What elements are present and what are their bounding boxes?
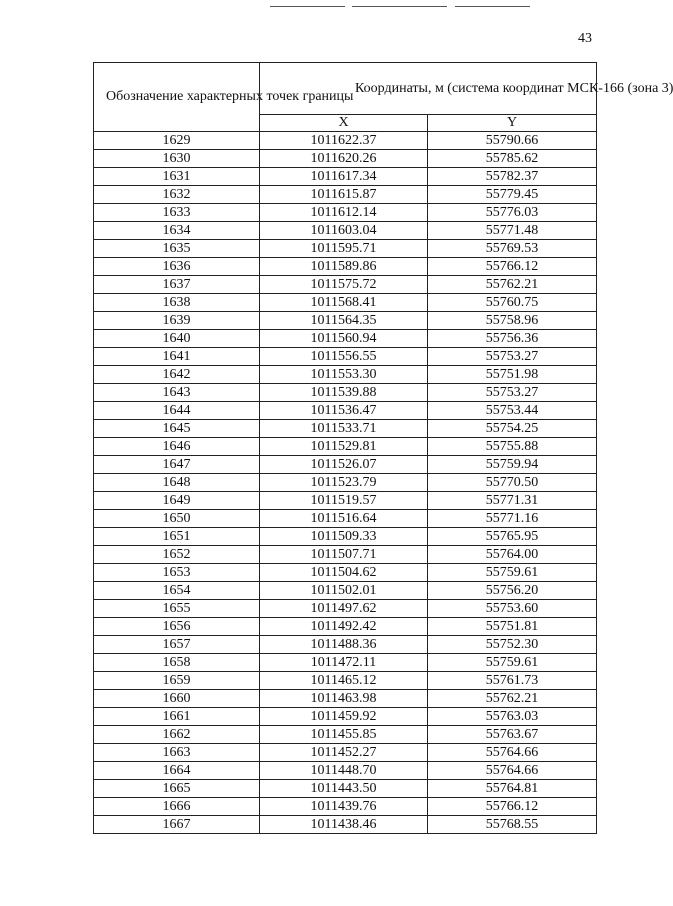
point-id-cell: 1648 (94, 474, 260, 492)
x-cell: 1011595.71 (260, 240, 428, 258)
top-rule-middle (352, 6, 447, 7)
x-cell: 1011553.30 (260, 366, 428, 384)
y-cell: 55782.37 (428, 168, 597, 186)
x-cell: 1011620.26 (260, 150, 428, 168)
y-cell: 55764.66 (428, 762, 597, 780)
y-cell: 55776.03 (428, 204, 597, 222)
x-cell: 1011568.41 (260, 294, 428, 312)
table-row (94, 258, 597, 276)
x-cell: 1011455.85 (260, 726, 428, 744)
x-cell: 1011523.79 (260, 474, 428, 492)
x-cell: 1011507.71 (260, 546, 428, 564)
table-row (94, 618, 597, 636)
point-id-cell: 1655 (94, 600, 260, 618)
y-cell: 55766.12 (428, 798, 597, 816)
point-id-cell: 1638 (94, 294, 260, 312)
y-cell: 55771.31 (428, 492, 597, 510)
point-id-cell: 1660 (94, 690, 260, 708)
y-cell: 55753.27 (428, 384, 597, 402)
point-id-cell: 1631 (94, 168, 260, 186)
x-cell: 1011536.47 (260, 402, 428, 420)
x-cell: 1011516.64 (260, 510, 428, 528)
point-id-cell: 1639 (94, 312, 260, 330)
y-cell: 55771.48 (428, 222, 597, 240)
table-row (94, 312, 597, 330)
x-cell: 1011452.27 (260, 744, 428, 762)
x-cell: 1011472.11 (260, 654, 428, 672)
table-row (94, 150, 597, 168)
table-row (94, 132, 597, 150)
y-cell: 55762.21 (428, 276, 597, 294)
y-cell: 55764.66 (428, 744, 597, 762)
x-cell: 1011443.50 (260, 780, 428, 798)
point-id-cell: 1650 (94, 510, 260, 528)
point-id-cell: 1640 (94, 330, 260, 348)
table-row (94, 582, 597, 600)
point-id-cell: 1653 (94, 564, 260, 582)
point-id-cell: 1666 (94, 798, 260, 816)
x-cell: 1011615.87 (260, 186, 428, 204)
table-row (94, 780, 597, 798)
x-cell: 1011438.46 (260, 816, 428, 834)
y-cell: 55753.44 (428, 402, 597, 420)
table-row (94, 564, 597, 582)
y-cell: 55768.55 (428, 816, 597, 834)
table-row (94, 798, 597, 816)
table-row (94, 276, 597, 294)
x-cell: 1011603.04 (260, 222, 428, 240)
table-row (94, 510, 597, 528)
point-id-cell: 1647 (94, 456, 260, 474)
x-cell: 1011492.42 (260, 618, 428, 636)
point-id-cell: 1665 (94, 780, 260, 798)
x-cell: 1011502.01 (260, 582, 428, 600)
point-id-cell: 1649 (94, 492, 260, 510)
point-id-cell: 1643 (94, 384, 260, 402)
y-cell: 55754.25 (428, 420, 597, 438)
x-header: X (260, 115, 428, 132)
y-cell: 55761.73 (428, 672, 597, 690)
y-cell: 55771.16 (428, 510, 597, 528)
table-row (94, 726, 597, 744)
y-cell: 55756.20 (428, 582, 597, 600)
y-cell: 55766.12 (428, 258, 597, 276)
point-id-cell: 1634 (94, 222, 260, 240)
table-body (94, 132, 597, 834)
point-id-cell: 1656 (94, 618, 260, 636)
x-cell: 1011465.12 (260, 672, 428, 690)
table-row (94, 186, 597, 204)
point-id-cell: 1652 (94, 546, 260, 564)
point-id-cell: 1663 (94, 744, 260, 762)
x-cell: 1011509.33 (260, 528, 428, 546)
y-cell: 55764.81 (428, 780, 597, 798)
y-cell: 55751.98 (428, 366, 597, 384)
x-cell: 1011622.37 (260, 132, 428, 150)
y-cell: 55759.94 (428, 456, 597, 474)
point-id-cell: 1651 (94, 528, 260, 546)
point-id-cell: 1664 (94, 762, 260, 780)
x-cell: 1011539.88 (260, 384, 428, 402)
point-id-cell: 1636 (94, 258, 260, 276)
points-header: Обозначение характерных точек границы (94, 63, 260, 132)
table-row (94, 600, 597, 618)
point-id-cell: 1662 (94, 726, 260, 744)
y-cell: 55770.50 (428, 474, 597, 492)
y-cell: 55763.03 (428, 708, 597, 726)
point-id-cell: 1635 (94, 240, 260, 258)
point-id-cell: 1642 (94, 366, 260, 384)
point-id-cell: 1657 (94, 636, 260, 654)
table-row (94, 366, 597, 384)
table-row (94, 420, 597, 438)
coordinates-table (93, 62, 673, 834)
y-cell: 55753.60 (428, 600, 597, 618)
table-row (94, 762, 597, 780)
table-row (94, 528, 597, 546)
table-row (94, 384, 597, 402)
x-cell: 1011439.76 (260, 798, 428, 816)
x-cell: 1011529.81 (260, 438, 428, 456)
x-cell: 1011617.34 (260, 168, 428, 186)
point-id-cell: 1661 (94, 708, 260, 726)
point-id-cell: 1629 (94, 132, 260, 150)
top-rule-right (455, 6, 530, 7)
table-row (94, 240, 597, 258)
y-cell: 55769.53 (428, 240, 597, 258)
point-id-cell: 1644 (94, 402, 260, 420)
point-id-cell: 1646 (94, 438, 260, 456)
y-cell: 55763.67 (428, 726, 597, 744)
y-cell: 55759.61 (428, 654, 597, 672)
x-cell: 1011560.94 (260, 330, 428, 348)
y-cell: 55758.96 (428, 312, 597, 330)
x-cell: 1011556.55 (260, 348, 428, 366)
y-cell: 55785.62 (428, 150, 597, 168)
table-row (94, 474, 597, 492)
x-cell: 1011448.70 (260, 762, 428, 780)
table-row (94, 204, 597, 222)
x-cell: 1011533.71 (260, 420, 428, 438)
x-cell: 1011488.36 (260, 636, 428, 654)
y-cell: 55760.75 (428, 294, 597, 312)
table-row (94, 168, 597, 186)
point-id-cell: 1659 (94, 672, 260, 690)
x-cell: 1011504.62 (260, 564, 428, 582)
x-cell: 1011463.98 (260, 690, 428, 708)
point-id-cell: 1632 (94, 186, 260, 204)
table-row (94, 744, 597, 762)
page-number: 43 (578, 31, 592, 46)
point-id-cell: 1645 (94, 420, 260, 438)
point-id-cell: 1641 (94, 348, 260, 366)
y-cell: 55753.27 (428, 348, 597, 366)
table-row (94, 636, 597, 654)
table-row (94, 222, 597, 240)
x-cell: 1011575.72 (260, 276, 428, 294)
y-cell: 55752.30 (428, 636, 597, 654)
table-row (94, 816, 597, 834)
y-cell: 55764.00 (428, 546, 597, 564)
table-row (94, 456, 597, 474)
point-id-cell: 1630 (94, 150, 260, 168)
x-cell: 1011459.92 (260, 708, 428, 726)
y-cell: 55779.45 (428, 186, 597, 204)
table-row (94, 402, 597, 420)
y-cell: 55790.66 (428, 132, 597, 150)
x-cell: 1011589.86 (260, 258, 428, 276)
y-cell: 55759.61 (428, 564, 597, 582)
table-row (94, 492, 597, 510)
y-cell: 55765.95 (428, 528, 597, 546)
top-rule-left (270, 6, 345, 7)
table-row (94, 348, 597, 366)
y-cell: 55755.88 (428, 438, 597, 456)
table-row (94, 330, 597, 348)
y-header: Y (428, 115, 597, 132)
x-cell: 1011612.14 (260, 204, 428, 222)
coordinates-header: Координаты, м (система координат МСК-166 (зона 3) (260, 63, 597, 115)
y-cell: 55756.36 (428, 330, 597, 348)
point-id-cell: 1658 (94, 654, 260, 672)
x-cell: 1011519.57 (260, 492, 428, 510)
point-id-cell: 1637 (94, 276, 260, 294)
table-row (94, 672, 597, 690)
table-row (94, 708, 597, 726)
table-row (94, 294, 597, 312)
x-cell: 1011526.07 (260, 456, 428, 474)
x-cell: 1011564.35 (260, 312, 428, 330)
table-row (94, 546, 597, 564)
x-cell: 1011497.62 (260, 600, 428, 618)
point-id-cell: 1633 (94, 204, 260, 222)
table-row (94, 654, 597, 672)
point-id-cell: 1667 (94, 816, 260, 834)
y-cell: 55762.21 (428, 690, 597, 708)
point-id-cell: 1654 (94, 582, 260, 600)
y-cell: 55751.81 (428, 618, 597, 636)
table-row (94, 690, 597, 708)
table-row (94, 438, 597, 456)
